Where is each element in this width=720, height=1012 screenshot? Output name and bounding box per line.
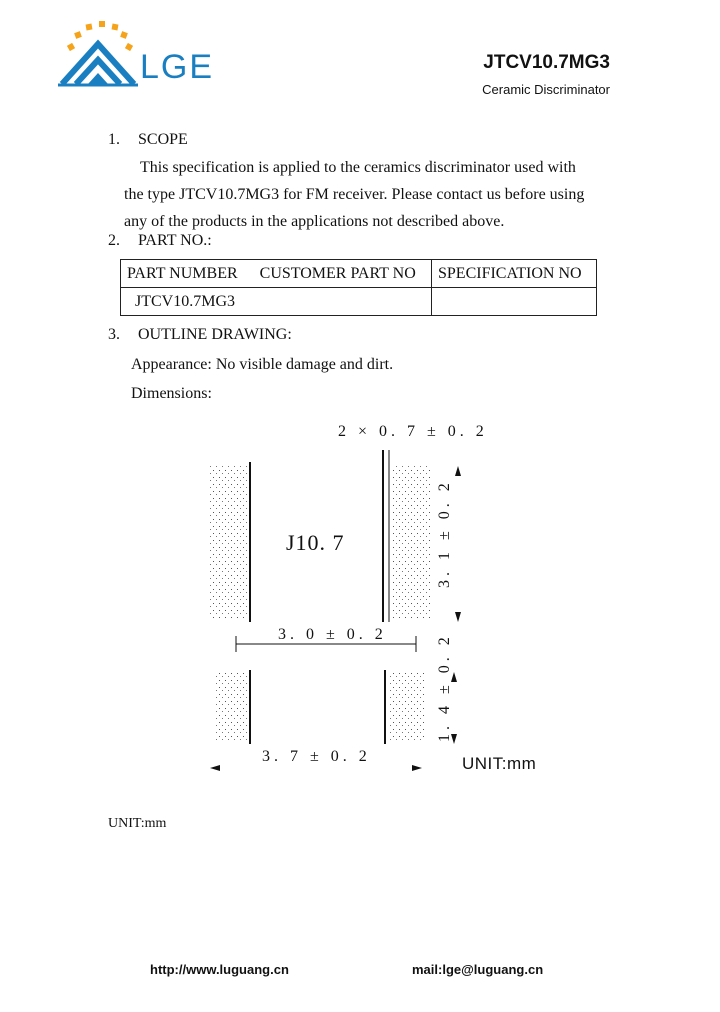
footer-email[interactable]: mail:lge@luguang.cn [412, 962, 544, 977]
pin-left-bottom [214, 672, 248, 742]
dim-bottom-height: 1. 4 ± 0. 2 [436, 633, 453, 742]
section-number: 3. [108, 326, 120, 343]
dim-height: 3. 1 ± 0. 2 [436, 479, 453, 588]
arrow-right-icon [412, 765, 422, 771]
section-number: 1. [108, 131, 120, 148]
section-number: 2. [108, 232, 120, 249]
pin-right-top [392, 466, 430, 618]
company-logo [58, 18, 238, 94]
unit-note: UNIT:mm [108, 816, 167, 831]
pin-left-top [210, 466, 248, 618]
dim-width: 3. 0 ± 0. 2 [278, 626, 387, 643]
pin-right-bottom [390, 672, 426, 742]
part-marking: J10. 7 [286, 530, 345, 555]
header-specification-no: SPECIFICATION NO [432, 260, 597, 288]
table-header-cell [121, 260, 432, 288]
scope-line-1: This specification is applied to the ceramics discriminator used with [140, 159, 576, 176]
drawing-unit: UNIT:mm [462, 754, 537, 773]
section-title: PART NO.: [138, 232, 212, 249]
header-part-number: PART NUMBER [127, 264, 238, 282]
section-title: OUTLINE DRAWING: [138, 326, 292, 343]
brand-name: LGE [140, 48, 215, 86]
footer-website[interactable]: http://www.luguang.cn [150, 962, 289, 977]
header-customer-part-no: CUSTOMER PART NO [259, 264, 416, 282]
document-title: JTCV10.7MG3 [483, 52, 610, 73]
appearance-text: Appearance: No visible damage and dirt. [131, 356, 394, 373]
section-outline [108, 326, 292, 344]
arrow-down-icon [455, 612, 461, 622]
cell-specification-no [432, 288, 597, 316]
part-number-table [120, 259, 597, 316]
scope-line-3: any of the products in the applications not described above. [124, 213, 505, 230]
arrow-left-icon [210, 765, 220, 771]
cell-part-number: JTCV10.7MG3 [121, 288, 432, 316]
dimensions-label: Dimensions: [131, 385, 212, 402]
section-title: SCOPE [138, 131, 188, 148]
section-part-no [108, 232, 212, 250]
table-header-row [121, 260, 597, 288]
dim-pins: 2 × 0. 7 ± 0. 2 [338, 423, 488, 440]
table-row [121, 288, 597, 316]
document-subtitle: Ceramic Discriminator [482, 82, 610, 97]
dim-bottom-width: 3. 7 ± 0. 2 [262, 748, 371, 765]
section-scope [108, 131, 188, 149]
arrow-up-icon [455, 466, 461, 476]
scope-line-2: the type JTCV10.7MG3 for FM receiver. Please contact us before using [124, 186, 585, 203]
